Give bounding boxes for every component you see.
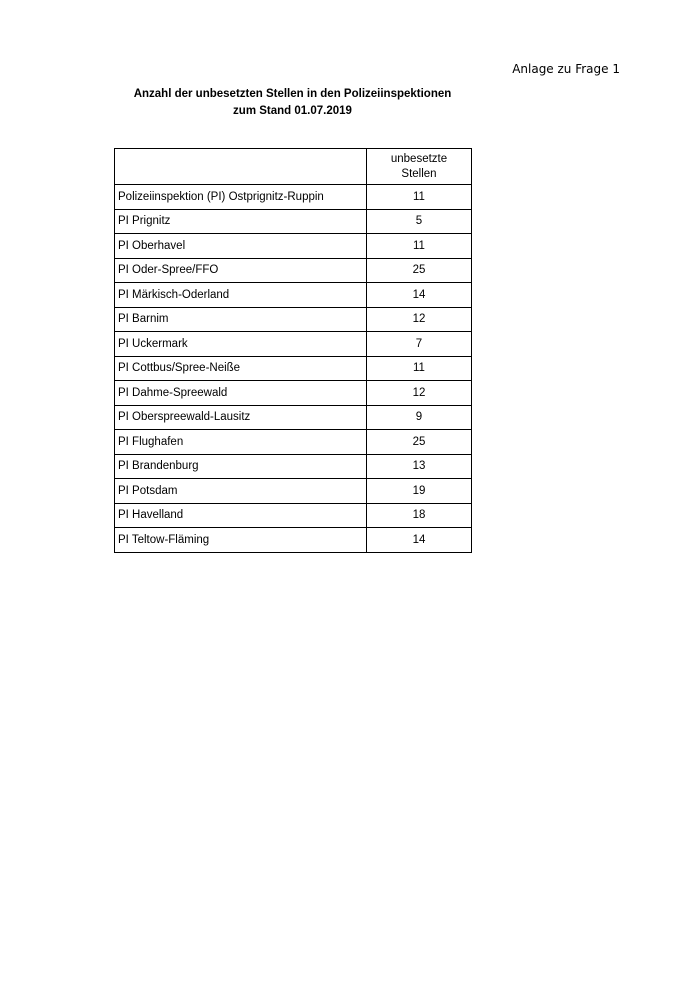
vacancies-value-cell: 25 <box>367 258 472 283</box>
table-row <box>115 479 472 504</box>
vacancies-value-cell: 19 <box>367 479 472 504</box>
table-row <box>115 356 472 381</box>
table-row <box>115 503 472 528</box>
vacancies-value-cell: 12 <box>367 381 472 406</box>
vacancies-value-cell: 11 <box>367 234 472 259</box>
table-row <box>115 185 472 210</box>
table-row <box>115 258 472 283</box>
vacancies-value-cell: 5 <box>367 209 472 234</box>
inspection-name-cell: PI Teltow-Fläming <box>115 528 367 553</box>
table-row <box>115 234 472 259</box>
header-vacancies-cell <box>367 149 472 185</box>
vacancies-value-cell: 13 <box>367 454 472 479</box>
inspection-name-cell: PI Prignitz <box>115 209 367 234</box>
table-row <box>115 405 472 430</box>
table-row <box>115 454 472 479</box>
header-vacancies-line-1: unbesetzte <box>390 152 448 165</box>
table-row <box>115 381 472 406</box>
document-title <box>115 86 470 120</box>
inspection-name-cell: PI Barnim <box>115 307 367 332</box>
table-row <box>115 528 472 553</box>
title-line-2: zum Stand 01.07.2019 <box>233 105 352 117</box>
vacancies-value-cell: 11 <box>367 356 472 381</box>
table-row <box>115 430 472 455</box>
inspection-name-cell: PI Potsdam <box>115 479 367 504</box>
vacancies-table <box>114 148 472 553</box>
vacancies-value-cell: 25 <box>367 430 472 455</box>
table-row <box>115 307 472 332</box>
table-row <box>115 209 472 234</box>
vacancies-value-cell: 14 <box>367 528 472 553</box>
vacancies-value-cell: 12 <box>367 307 472 332</box>
inspection-name-cell: PI Oder-Spree/FFO <box>115 258 367 283</box>
inspection-name-cell: PI Havelland <box>115 503 367 528</box>
inspection-name-cell: PI Cottbus/Spree-Neiße <box>115 356 367 381</box>
table-header-row <box>115 149 472 185</box>
header-vacancies-line-2: Stellen <box>401 167 437 180</box>
inspection-name-cell: PI Dahme-Spreewald <box>115 381 367 406</box>
inspection-name-cell: PI Oberhavel <box>115 234 367 259</box>
inspection-name-cell: PI Märkisch-Oderland <box>115 283 367 308</box>
annex-label: Anlage zu Frage 1 <box>512 62 620 76</box>
vacancies-value-cell: 9 <box>367 405 472 430</box>
inspection-name-cell: PI Oberspreewald-Lausitz <box>115 405 367 430</box>
vacancies-value-cell: 18 <box>367 503 472 528</box>
inspection-name-cell: PI Uckermark <box>115 332 367 357</box>
table-body <box>115 185 472 553</box>
table-row <box>115 283 472 308</box>
inspection-name-cell: PI Brandenburg <box>115 454 367 479</box>
inspection-name-cell: Polizeiinspektion (PI) Ostprignitz-Ruppin <box>115 185 367 210</box>
vacancies-value-cell: 11 <box>367 185 472 210</box>
inspection-name-cell: PI Flughafen <box>115 430 367 455</box>
vacancies-value-cell: 14 <box>367 283 472 308</box>
vacancies-value-cell: 7 <box>367 332 472 357</box>
table-row <box>115 332 472 357</box>
header-name-cell <box>115 149 367 185</box>
title-line-1: Anzahl der unbesetzten Stellen in den Polizeiinspektionen <box>133 88 452 100</box>
